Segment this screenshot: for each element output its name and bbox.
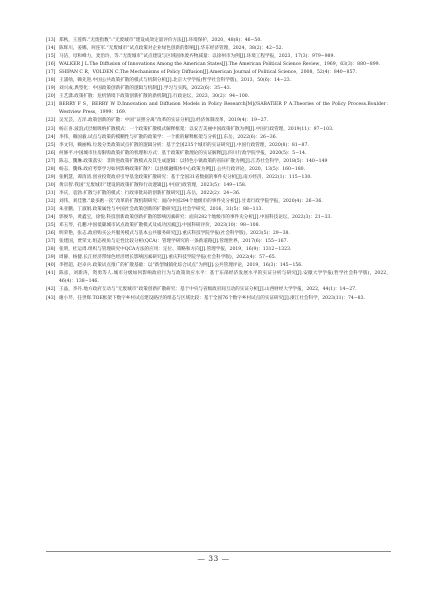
reference-item [46,101,391,117]
reference-number: [40] [46,263,56,269]
reference-text: 陈彦，刘新涛，资勇等人.城市分级如何影响政府行为与政策效应水平：基于东部经济发展水平的实证分析与研究[J].安徽大学学报(哲学社会科学版)，2022，46(4)：138−146. [59,271,391,285]
reference-text: 王晶，李丹.地方政府互动与“无废城市”政策创新扩散研究：基于中央与省级政府间互动的实证分析[J].山西财经大学学报，2022，44(1)：14−27. [59,287,357,293]
reference-text: 李智超，赵卓兵.政策试点推广的扩散基础：以“新型城镇化综合试点”为例[J].公共管理评论，2019，16(3)：145−156. [59,263,303,269]
reference-item [46,61,391,69]
reference-item [46,69,391,77]
reference-item [46,150,391,158]
reference-number: [26] [46,150,56,156]
reference-item [46,262,391,270]
reference-number: [24] [46,134,56,140]
reference-item [46,206,391,214]
reference-item [46,134,391,142]
reference-item [46,174,391,182]
reference-item [46,158,391,166]
reference-text: 马洁，母和峰力，麦治玲，等.“无废城市”试点建设与区域固体废弃物减量：以徐州市为例[J].环境工程学报，2023，17(3)：979−989. [59,54,335,60]
reference-item [46,222,391,230]
reference-number: [16] [46,62,56,68]
reference-text: 李伟，赖国毅.试点与政策的模糊性与扩散的政策学：一个新的解释框架与分析[J].东岳，2022(6)：26−36. [59,134,278,140]
reference-text: 王浦劬，赖先进.中国公共政策扩散的模式与机制分析[J].北京大学学报(哲学社会科学版)，2013，50(6)：14−23. [59,78,292,84]
reference-item [46,77,391,85]
reference-item [46,286,391,294]
reference-item [46,142,391,150]
reference-number: [41] [46,271,56,277]
reference-text: 刘伟，刘佳雅.“最多跑一次”改革的扩散机制研究：面向中国294个地级市的事件史分析[J].甘肃行政学院学报，2020(4)：26−36. [59,198,323,204]
reference-number: [42] [46,287,56,293]
reference-item [46,45,391,53]
footer-rule [46,551,391,552]
reference-number: [13] [46,38,56,43]
reference-item [46,85,391,93]
reference-item [46,295,391,303]
reference-number: [36] [46,231,56,237]
reference-number: [34] [46,215,56,221]
reference-number: [38] [46,247,56,253]
reference-text: 李文钊，赖丽梅.垃圾分类政策试点扩散的逻辑分析：基于全国235个城市的实证研究[J].中国行政管理，2020(8)：81−87. [59,142,309,148]
reference-text: 明荣艳，张志.政府购买公共服务模式与基本公共服务研究[J].重庆科技学院学报(社会科学版)，2023(5)：29−38. [59,231,290,237]
reference-number: [17] [46,70,56,76]
reference-item [46,182,391,190]
reference-text: 张帆慧，谭清清.创业投资政府引导基金政策扩散研究：基于全国31省数据的事件史分析[J].南方经济，2022(1)：115−130. [59,174,312,180]
reference-item [46,230,391,238]
reference-number: [25] [46,142,56,148]
reference-text: 谢小芹，任世辉.TOE框架下数字乡村试点建设路径的组态与区域比较：基于全国76个数字乡村试点的实证研究[J].浙江社会科学，2023(11)：74−83. [59,295,365,301]
reference-item [46,166,391,174]
reference-number: [39] [46,255,56,261]
reference-item [46,246,391,254]
reference-text: 李庆，袁勃.扩散与扩散的模式：行政审批局的创新扩散研究[J].东岳，2022(2)：24−36. [59,190,241,196]
reference-number: [33] [46,206,56,212]
reference-text: 郑秋，王莲辉.“无废指数”:“无废城市”建设成效定量评价方法[J].环境保护，2020，48(8)：46−50. [59,38,262,43]
reference-text: 朱亚鹏，丁淑娟.政策属性与中国社会政策创新的扩散研究[J].社会学研究，2016，31(5)：88−113. [59,206,263,212]
reference-number: [28] [46,166,56,172]
reference-number: [37] [46,239,56,245]
reference-number: [20] [46,94,56,100]
reference-number: [43] [46,295,56,301]
reference-text: SHIPAN C R，VOLDEN C.The Mechanisms of Policy Diffusion[J].American Journal of Political Science，2008，52(4)：840−857. [59,70,357,76]
reference-text: 郭俊华，黄鑫宝，徐悦.科技创新政策创新扩散的影响因素研究：面向282个地级市的事件史分析[J].中国科技论坛，2022(3)：21−33. [59,215,332,221]
reference-item [46,214,391,222]
reference-text: 周静，杨健.长江经济带绿色经济增长影响因素研究[J].重庆科技学院学报(社会科学版)，2022(4)：57−65. [59,255,277,261]
reference-item [46,37,391,45]
reference-number: [21] [46,102,56,108]
reference-number: [27] [46,158,56,164]
reference-text: 刘兴成.典型化：中国政策创新扩散的逻辑与机制[J].学习与实践，2022(6)：35−43. [59,86,232,92]
page-number: — 33 — [197,554,230,563]
reference-number: [22] [46,118,56,124]
reference-number: [14] [46,46,56,52]
reference-number: [15] [46,54,56,60]
reference-text: 陈辉川，姜娜，何连军.“无废城市”试点政策对企业绿色创新的影响[J].华东经济管理，2024，38(2)：42−52. [59,46,284,52]
reference-item [46,53,391,61]
reference-number: [32] [46,198,56,204]
reference-text: 陈志，魏琳.政策落实：非阶进政策扩散模式及其生成逻辑：以特色小镇政策的省际扩散为例[J].江苏社会科学，2018(5)：140−149 [59,158,328,164]
reference-text: BERRY F S，BERRY W D.Innovation and Diffusion Models in Policy Research[M]//SABATIER P A.Theories of the Policy Process.Boulder：Westview Press，1999：169. [59,102,391,116]
reference-item [46,190,391,198]
reference-text: 邓玉琴，孔鹏.中国低碳城市试点政策扩散模式及成功因素[J].中国科研评价，2023(10)：98−108. [59,223,260,229]
reference-text: 张建国，贾荣文.组态视角与定性比较分析(QCA)：管理学研究的一条新道路[J].管理世界，2017(6)：155−167. [59,239,288,245]
reference-item [46,254,391,262]
reference-text: 何修平.中国城市住房限购政策扩散的机理和方式：基于政策扩散理论的实证解释[J].四川行政学院学报，2020(5)：5−14. [59,150,307,156]
reference-number: [35] [46,223,56,229]
reference-item [46,93,391,101]
reference-number: [19] [46,86,56,92]
reference-text: 张明，杜运周.组织与管理研究中QCA方法的应用：定位、策略和方向[J].管理学报，2019，16(9)：1312−1323. [59,247,292,253]
reference-number: [31] [46,190,56,196]
reference-item [46,117,391,125]
reference-item [46,198,391,206]
reference-text: 王艺潇.政策扩散：危机情境下政策创新扩散的新机制[J].行政论坛，2023，30(2)：94−100. [59,94,250,100]
reference-number: [23] [46,126,56,132]
reference-item [46,270,391,286]
reference-text: 吴光芸，万洋.政策创新的扩散：中国“证照分离”改革的实证分析[J].经济体制改革，2019(4)：19−27. [59,118,269,124]
reference-number: [18] [46,78,56,84]
reference-list [46,37,391,303]
reference-text: WALKER J L.The Diffusion of Innovations Among the American States[J].The American Political Science Review，1969，63(3)：880−899. [59,62,381,68]
reference-text: 杨正喜.波浪式层级吸纳扩散模式：一个政策扩散模式解释框架：以安吉美丽中国政策扩散为例[J].中国行政管理，2019(11)：97−103. [59,126,334,132]
reference-text: 黄宗智.我国“无废城市”建设的政策扩散和行动逻辑[J].中国行政管理，2023(5)：149−158. [59,182,247,188]
reference-text: 杨志，魏姝.政府考察学习如何影响政策扩散?：以县级融媒体中心政策为例[J].公共行政评论，2020，13(5)：160−180. [59,166,306,172]
reference-item [46,238,391,246]
reference-number: [30] [46,182,56,188]
reference-item [46,126,391,134]
reference-number: [29] [46,174,56,180]
